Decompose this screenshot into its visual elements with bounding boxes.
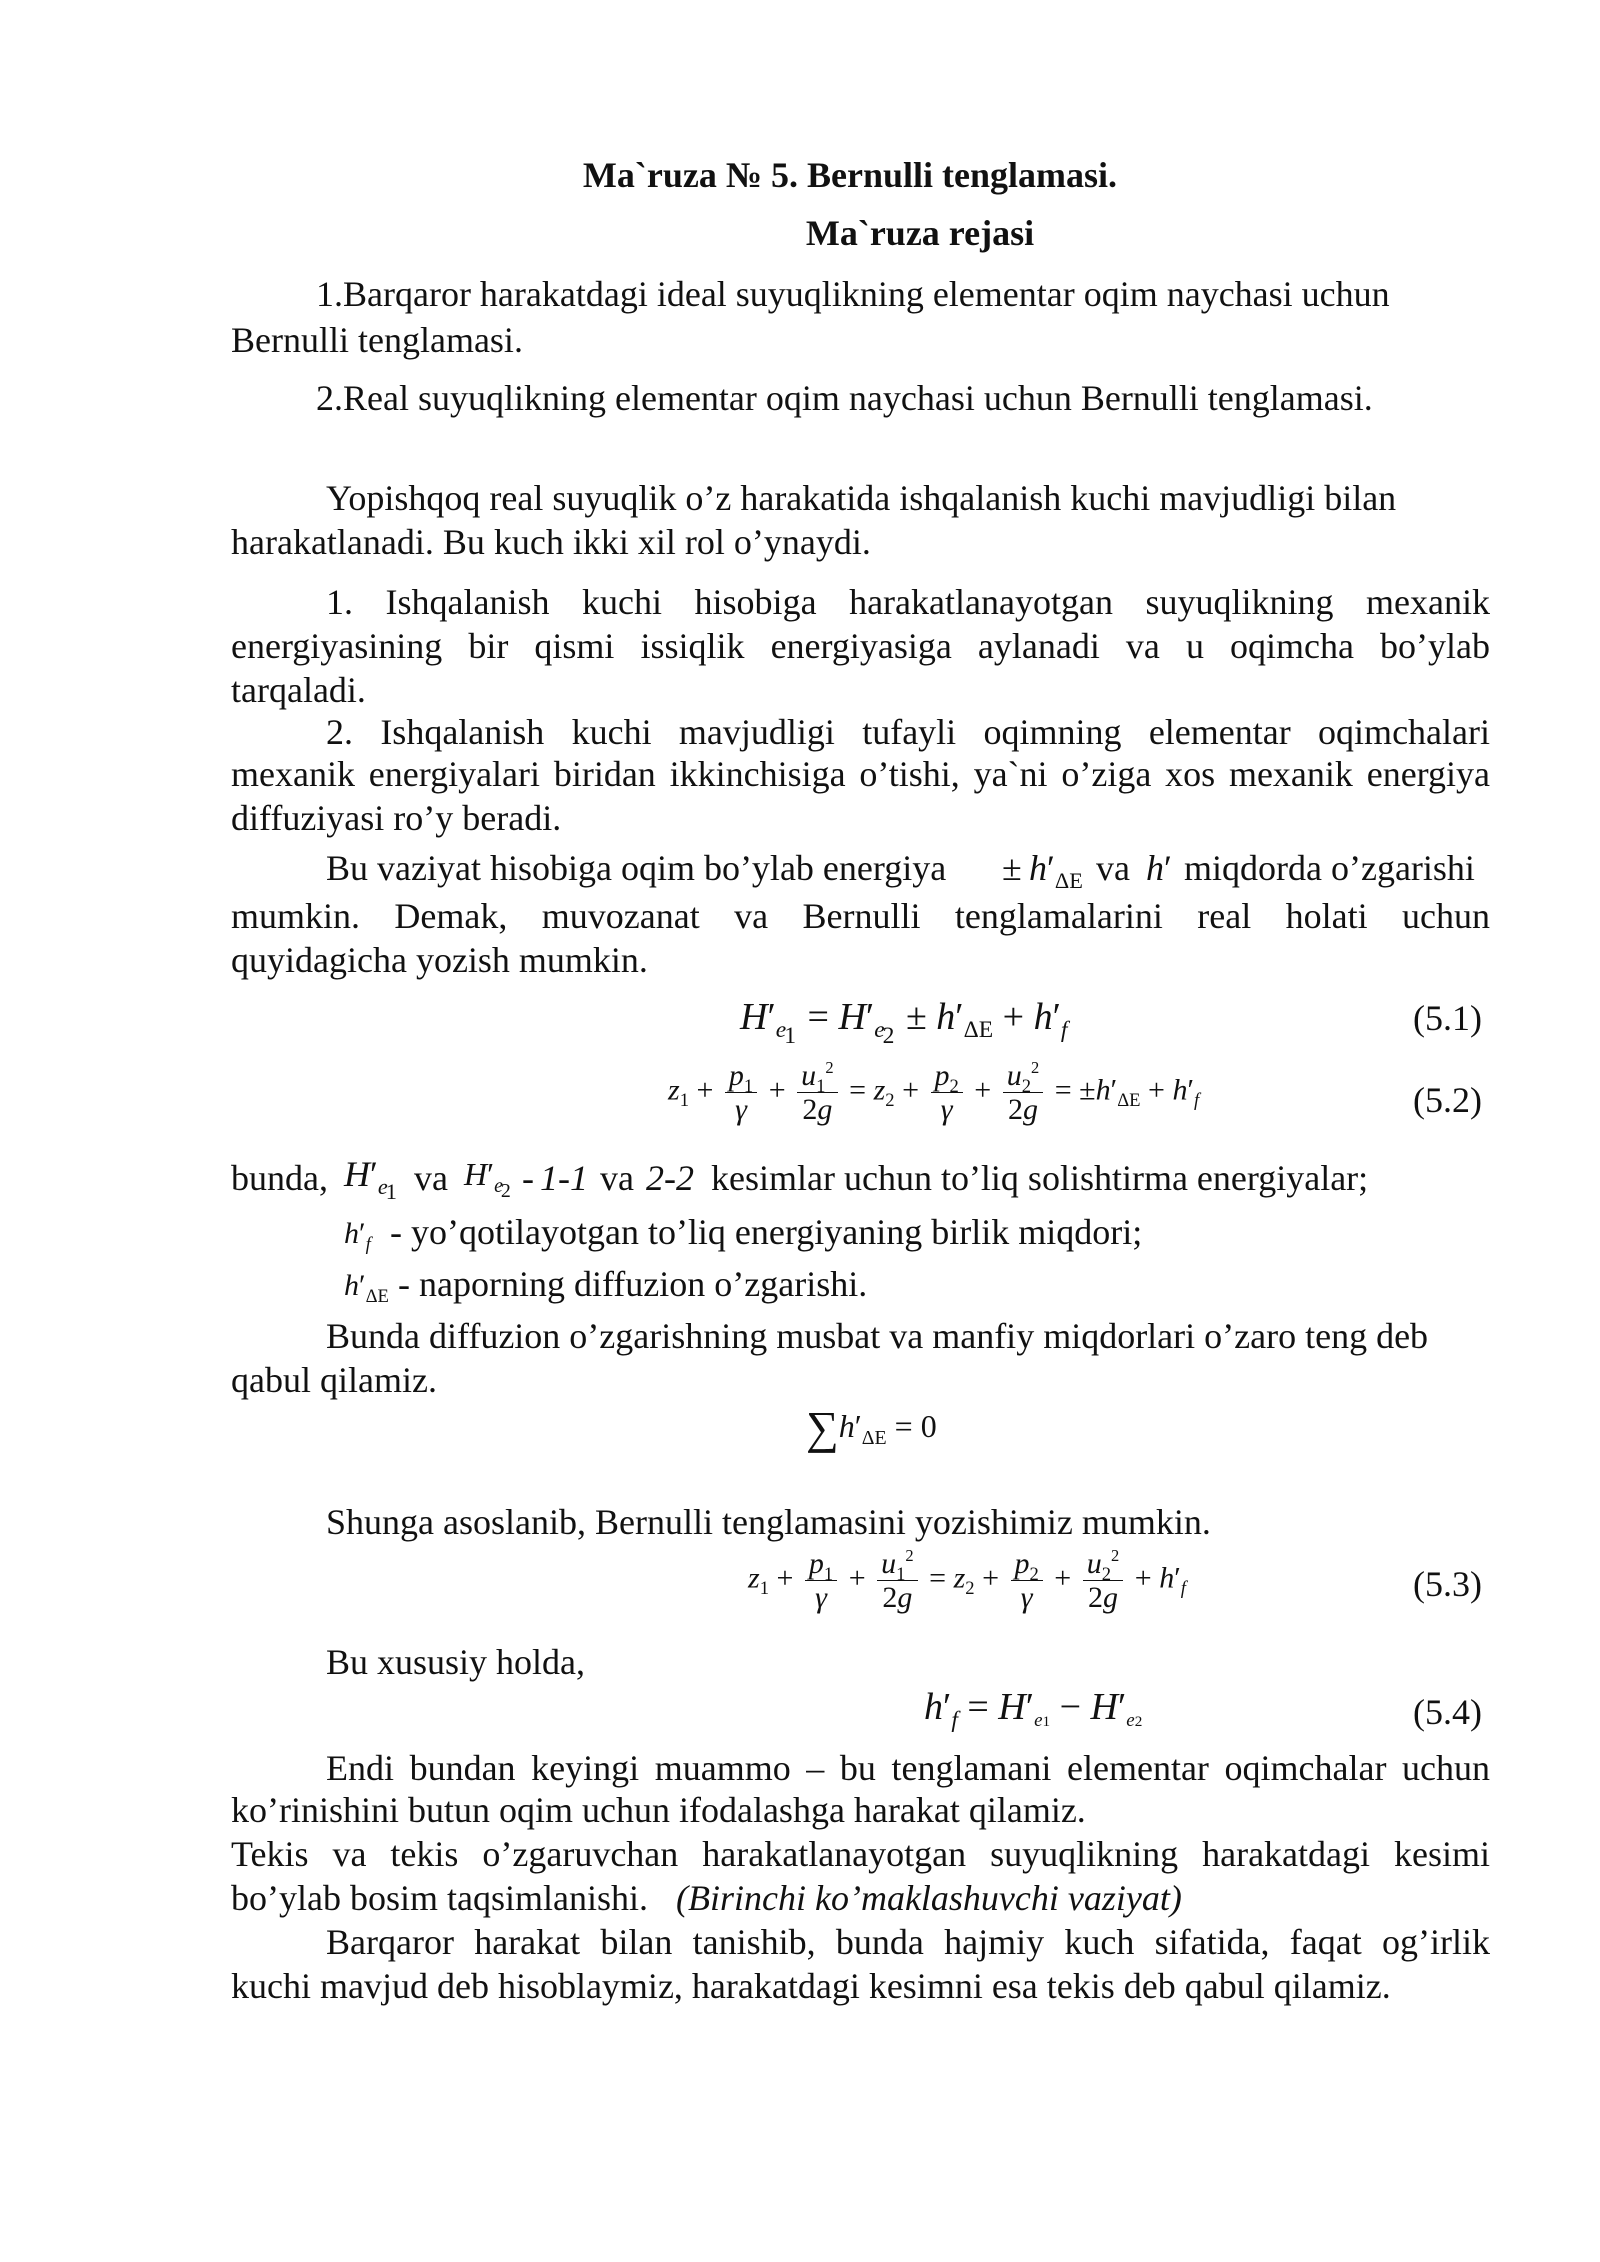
xususiy-line: Bu xususiy holda,: [326, 1642, 586, 1682]
equation-5-2: $z_1$ + $\frac{p_1}{\gamma}$ + $\frac{u_1^2}{2g}$ = $z_2$ + $\frac{p_2}{\gamma}$ + $\frac{u_2^2}{2g}$ = $\pm h'_{\Delta E} + h'_f$: [668, 1057, 1200, 1126]
point-2-line-3: diffuziyasi ro’y beradi.: [231, 798, 562, 838]
situation-line-1-part-3: miqdorda o’zgarishi: [1184, 848, 1475, 888]
bunda-va-2: va: [600, 1158, 634, 1198]
tekis-italic-note: (Birinchi ko’maklashuvchi vaziyat): [676, 1878, 1182, 1918]
bunda-section-1-1: 1-1: [540, 1158, 588, 1198]
point-2-line-2: mexanik energiyalari biridan ikkinchisiga o’tishi, ya`ni o’ziga xos mexanik energiya: [231, 754, 1490, 794]
endi-line-1: Endi bundan keyingi muammo – bu tenglamani elementar oqimchalar uchun: [326, 1748, 1490, 1788]
lecture-plan-heading: Ma`ruza rejasi: [805, 213, 1035, 253]
bunda-section-2-2: 2-2: [646, 1158, 694, 1198]
symbol-H-e2: $H'_{e2}$: [464, 1156, 511, 1202]
diffusion-line-2: qabul qilamiz.: [231, 1360, 437, 1400]
lecture-title: Ma`ruza № 5. Bernulli tenglamasi.: [582, 155, 1118, 195]
situation-line-1-part-1: Bu vaziyat hisobiga oqim bo’ylab energiya: [326, 848, 947, 888]
situation-line-1-part-2: va: [1096, 848, 1130, 888]
intro-line-1: Yopishqoq real suyuqlik o’z harakatida ishqalanish kuchi mavjudligi bilan: [326, 478, 1397, 518]
intro-line-2: harakatlanadi. Bu kuch ikki xil rol o’ynaydi.: [231, 522, 871, 562]
equation-number-5-3: (5.3): [1413, 1564, 1482, 1604]
plan-item-2: 2.Real suyuqlikning elementar oqim naychasi uchun Bernulli tenglamasi.: [316, 378, 1373, 418]
point-2-line-1: 2. Ishqalanish kuchi mavjudligi tufayli oqimning elementar oqimchalari: [326, 712, 1490, 752]
equation-5-1: $H'_{e1} = H'_{e2} \pm h'_{\Delta E} + h'_f$: [740, 996, 1068, 1050]
diffusion-line-1: Bunda diffuzion o’zgarishning musbat va manfiy miqdorlari o’zaro teng deb: [326, 1316, 1429, 1356]
symbol-H-e1: $H'_{e1}$: [344, 1154, 397, 1205]
equation-number-5-4: (5.4): [1413, 1692, 1482, 1732]
equation-number-5-1: (5.1): [1413, 998, 1482, 1038]
barqaror-line-1: Barqaror harakat bilan tanishib, bunda hajmiy kuch sifatida, faqat og’irlik: [326, 1922, 1490, 1962]
endi-line-2: ko’rinishini butun oqim uchun ifodalashga harakat qilamiz.: [231, 1790, 1086, 1830]
bunda-rest: kesimlar uchun to’liq solishtirma energiyalar;: [711, 1158, 1369, 1198]
barqaror-line-2: kuchi mavjud deb hisoblaymiz, harakatdagi kesimni esa tekis deb qabul qilamiz.: [231, 1966, 1391, 2006]
inline-formula-h-prime: h′: [1146, 848, 1172, 888]
bunda-dash: -: [522, 1158, 534, 1198]
tekis-line-2: bo’ylab bosim taqsimlanishi.: [231, 1878, 648, 1918]
equation-5-3: $z_1$ + $\frac{p_1}{\gamma}$ + $\frac{u_1^2}{2g}$ = $z_2$ + $\frac{p_2}{\gamma}$ + $\frac{u_2^2}{2g}$ + $h'_f$: [748, 1545, 1186, 1614]
definition-h-f: - yo’qotilayotgan to’liq energiyaning birlik miqdori;: [390, 1212, 1143, 1252]
point-1-line-1: 1. Ishqalanish kuchi hisobiga harakatlanayotgan suyuqlikning mexanik: [326, 582, 1490, 622]
equation-number-5-2: (5.2): [1413, 1080, 1482, 1120]
situation-line-3: quyidagicha yozish mumkin.: [231, 940, 648, 980]
symbol-h-delta-e: $h'_{\Delta E}$: [344, 1269, 389, 1307]
shunga-line: Shunga asoslanib, Bernulli tenglamasini yozishimiz mumkin.: [326, 1502, 1211, 1542]
situation-line-2: mumkin. Demak, muvozanat va Bernulli tenglamalarini real holati uchun: [231, 896, 1490, 936]
plan-item-1-line-2: Bernulli tenglamasi.: [231, 320, 523, 360]
plan-item-1-line-1: 1.Barqaror harakatdagi ideal suyuqlikning elementar oqim naychasi uchun: [316, 274, 1390, 314]
definition-h-delta-e: - naporning diffuzion o’zgarishi.: [398, 1264, 868, 1304]
inline-formula-pm-h-delta-e: ± $h'_{\Delta E}$: [1002, 848, 1083, 893]
tekis-line-1: Tekis va tekis o’zgaruvchan harakatlanayotgan suyuqlikning harakatdagi kesimi: [231, 1834, 1490, 1874]
equation-5-4: $h'_f = H'e1 - H'e2$: [924, 1686, 1143, 1734]
point-1-line-3: tarqaladi.: [231, 670, 366, 710]
bunda-lead: bunda,: [231, 1158, 328, 1198]
bunda-va: va: [414, 1158, 448, 1198]
point-1-line-2: energiyasining bir qismi issiqlik energiyasiga aylanadi va u oqimcha bo’ylab: [231, 626, 1490, 666]
equation-sum-zero: $\sum h'_{\Delta E} = 0$: [806, 1402, 937, 1453]
symbol-h-f: $h'_f$: [344, 1217, 371, 1255]
